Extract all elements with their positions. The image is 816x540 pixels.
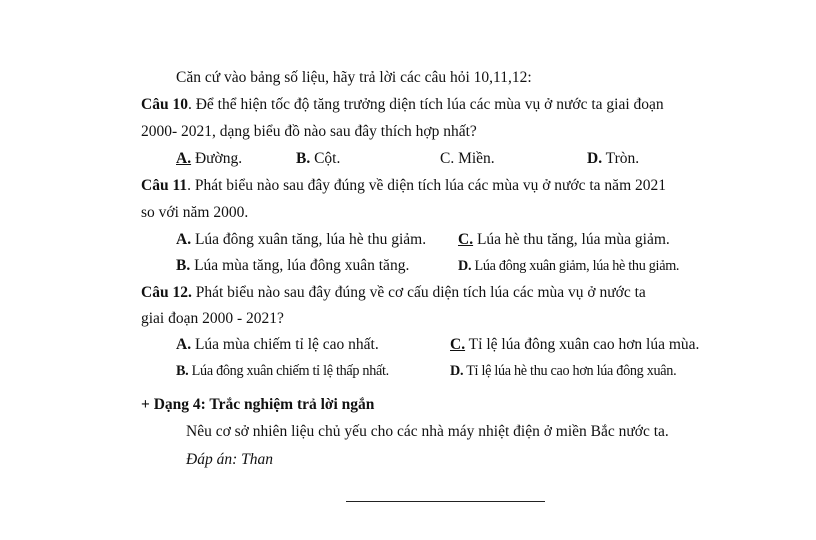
q11-option-a: [176, 230, 426, 250]
q12-option-b-text: Lúa đông xuân chiếm tỉ lệ thấp nhất.: [188, 363, 389, 379]
short-answer-question: Nêu cơ sở nhiên liệu chủ yếu cho các nhà máy nhiệt điện ở miền Bắc nước ta.: [186, 423, 669, 440]
q11-option-d-letter: D.: [458, 258, 472, 274]
q11-option-b-letter: B.: [176, 257, 191, 274]
q12-option-c: [450, 335, 699, 355]
q11-text: . Phát biểu nào sau đây đúng về diện tích lúa các mùa vụ ở nước ta năm 2021: [187, 177, 666, 194]
q12-option-b-letter: B.: [176, 363, 189, 379]
q10-text: . Để thể hiện tốc độ tăng trưởng diện tích lúa các mùa vụ ở nước ta giai đoạn: [187, 96, 664, 113]
q11-option-c: [458, 230, 670, 250]
q11-option-c-letter: C.: [458, 231, 474, 248]
q10-line-2: 2000- 2021, dạng biểu đồ nào sau đây thích hợp nhất?: [141, 123, 477, 140]
q12-option-b: [176, 361, 389, 381]
q10-option-c-letter: C.: [440, 150, 455, 167]
q12-option-d: [450, 361, 676, 381]
q11-option-d-text: Lúa đông xuân giảm, lúa hè thu giảm.: [471, 258, 680, 274]
q12-line-2: giai đoạn 2000 - 2021?: [141, 310, 284, 327]
q11-option-b-text: Lúa mùa tăng, lúa đông xuân tăng.: [190, 257, 410, 274]
q12-label: Câu 12.: [141, 284, 192, 301]
q11-option-a-letter: A.: [176, 231, 192, 248]
q10-option-a-letter: A.: [176, 150, 192, 167]
short-answer-answer: Đáp án: Than: [186, 451, 273, 468]
q10-option-b: [296, 149, 340, 169]
q11-line-1: [141, 176, 666, 196]
intro-text: Căn cứ vào bảng số liệu, hãy trả lời các câu hỏi 10,11,12:: [176, 69, 532, 86]
q12-option-c-letter: C.: [450, 336, 466, 353]
q11-line-2: so với năm 2000.: [141, 204, 249, 221]
q10-option-d-letter: D.: [587, 150, 603, 167]
q11-option-b: [176, 256, 409, 276]
q10-option-c: [440, 149, 495, 169]
q12-text: Phát biểu nào sau đây đúng về cơ cấu diện tích lúa các mùa vụ ở nước ta: [191, 284, 646, 301]
q10-option-b-letter: B.: [296, 150, 311, 167]
q10-option-d: [587, 149, 639, 169]
q10-option-d-text: Tròn.: [602, 150, 640, 167]
q12-option-a: [176, 335, 379, 355]
q12-option-d-letter: D.: [450, 363, 464, 379]
q12-option-a-letter: A.: [176, 336, 192, 353]
q11-option-c-text: Lúa hè thu tăng, lúa mùa giảm.: [473, 231, 670, 248]
q10-option-b-text: Cột.: [310, 150, 341, 167]
q12-option-d-text: Tỉ lệ lúa hè thu cao hơn lúa đông xuân.: [463, 363, 677, 379]
q10-option-a-text: Đường.: [191, 150, 243, 167]
section-heading: [141, 395, 374, 415]
q11-option-d: [458, 256, 679, 276]
q10-option-a: [176, 149, 242, 169]
section-heading-text: + Dạng 4: Trắc nghiệm trả lời ngắn: [141, 396, 375, 413]
q10-line-1: [141, 95, 664, 115]
q12-line-1: [141, 283, 646, 303]
q11-option-a-text: Lúa đông xuân tăng, lúa hè thu giảm.: [191, 231, 427, 248]
q10-label: Câu 10: [141, 96, 188, 113]
q10-option-c-text: Miền.: [454, 150, 495, 167]
q12-option-c-text: Tỉ lệ lúa đông xuân cao hơn lúa mùa.: [465, 336, 700, 353]
q11-label: Câu 11: [141, 177, 188, 194]
footnote-divider: [346, 501, 545, 502]
q12-option-a-text: Lúa mùa chiếm tỉ lệ cao nhất.: [191, 336, 379, 353]
